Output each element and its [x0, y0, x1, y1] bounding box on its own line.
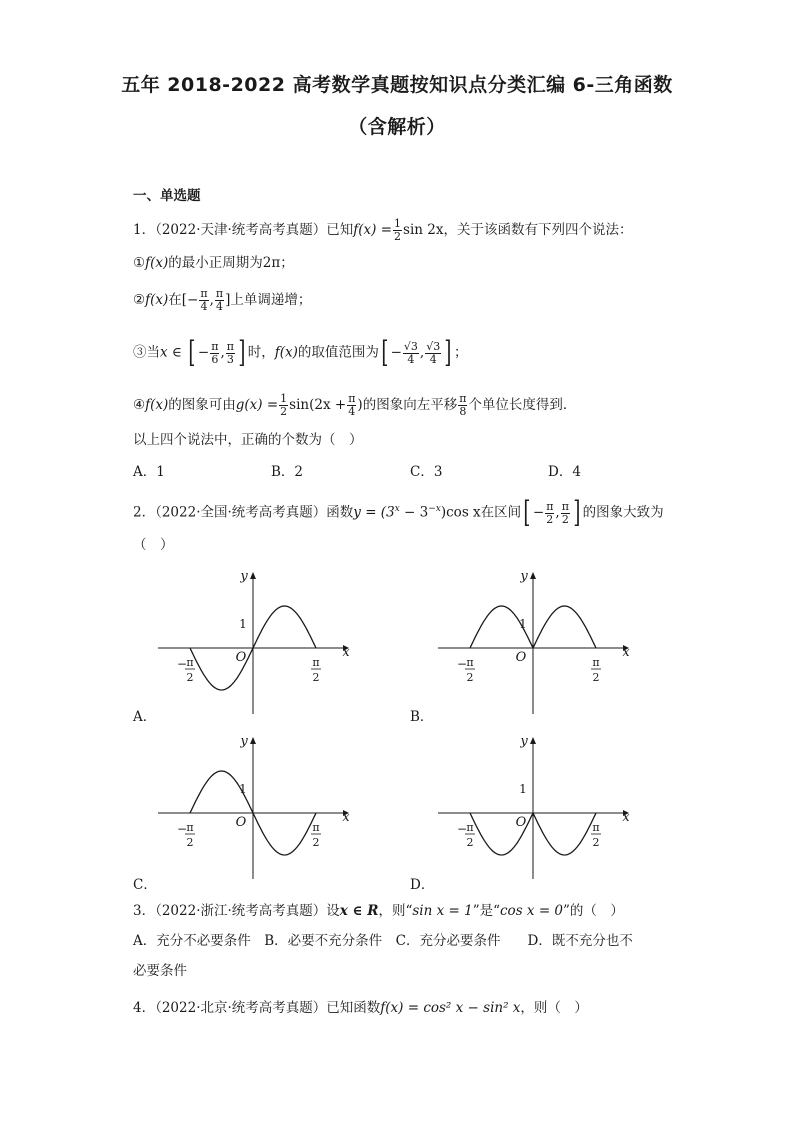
- graph-option-d[interactable]: [430, 733, 660, 883]
- tick-label-pos-pi: π: [312, 656, 320, 669]
- tick-label-neg-sign: −: [176, 822, 188, 836]
- q2-stem: 2．（2022·全国·统考高考真题）函数$y = (3^x - 3^{-x})\cos$ x在区间[ − $\frac{\pi}{2}$ , $\frac{\pi}{2}$ ] 的图象大致为: [133, 495, 664, 530]
- q1-statement-1: ①f(x)的最小正周期为2π；: [133, 255, 294, 271]
- q4-stem: 4．（2022·北京·统考高考真题）已知函数f(x) = cos² x − sin² x，则（ ）: [133, 1000, 588, 1016]
- document-subtitle: （含解析）: [348, 116, 446, 138]
- tick-label-pos-two: 2: [312, 836, 320, 849]
- tick-label-pos-two: 2: [312, 671, 320, 684]
- y-axis-label: y: [240, 569, 248, 584]
- tick-label-one: 1: [239, 617, 247, 631]
- y-axis-arrow: [530, 572, 536, 579]
- y-axis-label: y: [520, 734, 528, 749]
- q1-statement-3: ③当x ∈ [ − $\frac{\pi}{6}$ , $\frac{\pi}{3}$ ] 时，f(x)的取值范围为[ − $\frac{√3}{4}$ , $\frac{√3}{4}$ ] ；: [133, 335, 468, 370]
- tick-label-neg-pi: π: [466, 821, 474, 834]
- q1-statement-2: ②f(x)在[− $\frac{\pi}{4}$ , $\frac{\pi}{4}$ ]上单调递增；: [133, 287, 312, 313]
- origin-label: O: [235, 650, 247, 665]
- document-title: 五年 2018-2022 高考数学真题按知识点分类汇编 6-三角函数: [121, 74, 673, 96]
- graph-d-label: D．: [410, 877, 435, 893]
- tick-label-neg-pi: π: [186, 821, 194, 834]
- tick-label-pos-pi: π: [592, 821, 600, 834]
- graph-a-label: A．: [133, 709, 157, 725]
- tick-label-neg-sign: −: [456, 657, 468, 671]
- origin-label: O: [515, 815, 527, 830]
- x-axis-label: x: [342, 810, 350, 825]
- q1-question: 以上四个说法中，正确的个数为（ ）: [133, 432, 363, 448]
- tick-label-neg-pi: π: [186, 656, 194, 669]
- tick-label-one: 1: [519, 782, 527, 796]
- y-axis-label: y: [240, 734, 248, 749]
- q1-option-a[interactable]: A．1: [133, 464, 165, 480]
- graph-option-b[interactable]: [430, 568, 660, 718]
- q1-option-b[interactable]: B．2: [271, 464, 304, 480]
- tick-label-one: 1: [239, 782, 247, 796]
- x-axis-label: x: [622, 810, 630, 825]
- q1-statement-4: ④f(x)的图象可由g(x) = $\frac{1}{2}$ sin(2x + $\frac{\pi}{4}$ )的图象向左平移 $\frac{\pi}{8}$ 个单位长度得到．: [133, 392, 577, 418]
- y-axis-arrow: [250, 572, 256, 579]
- section-heading: 一、单选题: [133, 188, 201, 204]
- tick-label-pos-pi: π: [592, 656, 600, 669]
- y-axis-arrow: [250, 737, 256, 744]
- q3-options-cont: 必要条件: [133, 963, 187, 979]
- x-axis-label: x: [342, 645, 350, 660]
- x-axis-label: x: [622, 645, 630, 660]
- tick-label-neg-two: 2: [466, 836, 474, 849]
- q3-options[interactable]: A．充分不必要条件 B．必要不充分条件 C．充分必要条件 D．既不充分也不: [133, 933, 633, 949]
- origin-label: O: [235, 815, 247, 830]
- q1-stem: 1．（2022·天津·统考高考真题）已知f(x) = $\frac{1}{2}$ sin 2x，关于该函数有下列四个说法：: [133, 217, 633, 243]
- graph-option-a[interactable]: [150, 568, 380, 718]
- q1-fraction: $\frac{1}{2}$: [394, 217, 402, 243]
- tick-label-neg-sign: −: [456, 822, 468, 836]
- tick-label-neg-two: 2: [186, 671, 194, 684]
- y-axis-arrow: [530, 737, 536, 744]
- graph-b-label: B．: [410, 709, 434, 725]
- tick-label-one: 1: [519, 617, 527, 631]
- q2-answer-paren: （ ）: [133, 537, 174, 553]
- tick-label-neg-two: 2: [186, 836, 194, 849]
- tick-label-pos-two: 2: [592, 671, 600, 684]
- tick-label-neg-pi: π: [466, 656, 474, 669]
- q1-option-c[interactable]: C．3: [410, 464, 443, 480]
- tick-label-pos-two: 2: [592, 836, 600, 849]
- tick-label-neg-sign: −: [176, 657, 188, 671]
- origin-label: O: [515, 650, 527, 665]
- q1-option-d[interactable]: D．4: [548, 464, 581, 480]
- tick-label-neg-two: 2: [466, 671, 474, 684]
- graph-option-c[interactable]: [150, 733, 380, 883]
- y-axis-label: y: [520, 569, 528, 584]
- tick-label-pos-pi: π: [312, 821, 320, 834]
- q3-stem: 3．（2022·浙江·统考高考真题）设x ∈ R，则“sin x = 1”是“cos x = 0”的（ ）: [133, 903, 624, 919]
- graph-c-label: C．: [133, 877, 157, 893]
